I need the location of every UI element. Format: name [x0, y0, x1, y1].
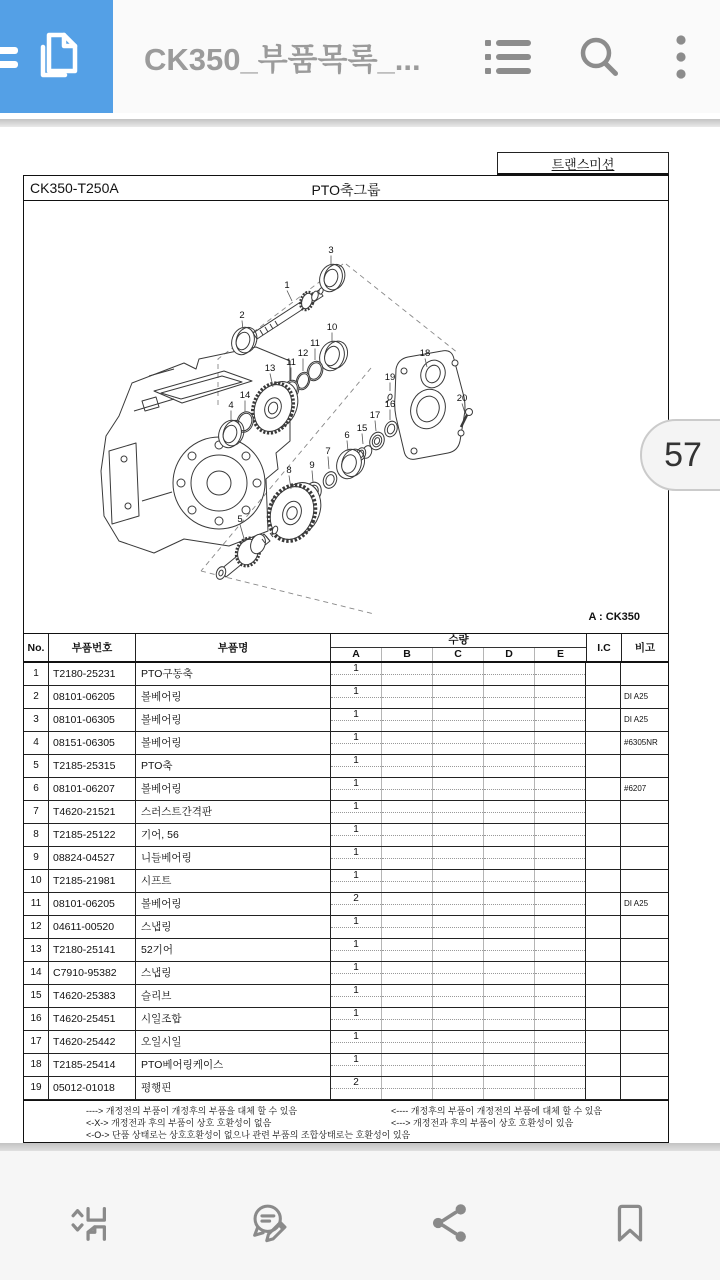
table-row: 17 T4620-25442 오일시일 1	[24, 1031, 668, 1054]
table-row: 6 08101-06207 볼베어링 1 #6207	[24, 778, 668, 801]
group-title: PTO축그룹	[311, 182, 381, 198]
parts-table-body	[24, 663, 668, 1100]
col-remark: 비고	[634, 642, 656, 654]
document-home-button[interactable]	[0, 0, 113, 113]
drawer-menu-icon	[0, 61, 18, 68]
parts-table-header	[24, 633, 668, 663]
table-row: 1 T2180-25231 PTO구동축 1	[24, 663, 668, 686]
table-row: 10 T2185-21981 시프트 1	[24, 870, 668, 893]
exploded-diagram	[24, 201, 668, 633]
table-row: 18 T2185-25414 PTO베어링케이스 1	[24, 1054, 668, 1077]
part-callout-number: 12	[297, 348, 309, 359]
table-row: 2 08101-06205 볼베어링 1 DI A25	[24, 686, 668, 709]
overflow-menu-icon	[676, 35, 686, 79]
table-row: 5 T2185-25315 PTO축 1	[24, 755, 668, 778]
col-part-no: 부품번호	[49, 634, 136, 661]
table-row: 3 08101-06305 볼베어링 1 DI A25	[24, 709, 668, 732]
part-callout-number: 13	[264, 363, 276, 374]
pdf-viewer-canvas[interactable]	[0, 127, 720, 1143]
table-row: 11 08101-06205 볼베어링 2 DI A25	[24, 893, 668, 916]
part-callout-number: 9	[309, 460, 315, 471]
bookmark-icon	[607, 1200, 653, 1246]
part-callout-number: 11	[310, 338, 320, 349]
part-callout-number: 7	[325, 446, 331, 457]
col-qty: 수량	[331, 634, 586, 648]
app-bar	[0, 0, 720, 113]
ball-bearing	[228, 323, 260, 358]
reflow-view-button[interactable]	[0, 1186, 180, 1246]
part-callout-number: 3	[328, 245, 334, 256]
document-pages-icon	[35, 31, 79, 79]
part-callout-number: 11	[286, 357, 296, 368]
part-callout-number: 10	[326, 322, 338, 333]
table-row: 16 T4620-25451 시일조합 1	[24, 1008, 668, 1031]
part-callout-number: 15	[356, 423, 368, 434]
col-part-name: 부품명	[136, 634, 331, 661]
col-qty-e: E	[556, 648, 564, 660]
search-button[interactable]	[577, 36, 621, 78]
col-qty-group	[331, 634, 587, 661]
col-qty-b: B	[382, 648, 433, 661]
outline-list-button[interactable]	[485, 38, 531, 76]
pto-drive-shaft	[253, 287, 324, 339]
overflow-menu-button[interactable]	[676, 35, 686, 79]
title-row	[24, 176, 668, 201]
part-callout-number: 16	[384, 399, 396, 410]
col-ic: I.C	[587, 634, 622, 661]
share-icon	[427, 1200, 473, 1246]
part-callout-number: 19	[384, 372, 396, 383]
pto-shaft	[215, 525, 279, 580]
comment-edit-icon	[247, 1200, 293, 1246]
part-callout-number: 6	[344, 430, 350, 441]
col-qty-a: A	[331, 648, 382, 661]
part-callout-number: 2	[239, 310, 245, 321]
page-jump-bubble[interactable]: 57	[640, 419, 720, 491]
outline-list-icon	[485, 38, 531, 76]
page-frame	[23, 175, 669, 1145]
footnotes	[24, 1100, 668, 1142]
col-qty-c: C	[433, 648, 484, 661]
exploded-diagram-drawing	[24, 201, 667, 633]
reflow-view-icon	[67, 1200, 113, 1246]
part-callout-number: 20	[456, 393, 468, 404]
model-code: CK350-T250A	[30, 180, 119, 196]
col-no: No.	[24, 634, 49, 661]
table-row: 19 05012-01018 평행핀 2	[24, 1077, 668, 1100]
footnote-line: <-O-> 단품 상태로는 상호호환성이 없으나 관련 부품의 조합상태로는 호환성이 있음	[86, 1130, 411, 1140]
table-row: 8 T2185-25122 기어, 56 1	[24, 824, 668, 847]
part-callout-number: 4	[228, 400, 234, 411]
section-tag-box: 트랜스미션	[497, 152, 669, 175]
table-row: 4 08151-06305 볼베어링 1 #6305NR	[24, 732, 668, 755]
table-row: 13 T2180-25141 52기어 1	[24, 939, 668, 962]
table-row: 14 C7910-95382 스냅링 1	[24, 962, 668, 985]
document-title: CK350_부품목록_...	[144, 42, 421, 77]
table-row: 12 04611-00520 스냅링 1	[24, 916, 668, 939]
drawer-menu-icon	[0, 47, 18, 54]
part-callout-number: 18	[419, 348, 431, 359]
table-row: 9 08824-04527 니들베어링 1	[24, 847, 668, 870]
bookmark-button[interactable]	[540, 1186, 720, 1246]
toolbar-shadow	[0, 1143, 720, 1151]
part-callout-number: 5	[237, 514, 243, 525]
qty-subcols	[331, 648, 586, 661]
table-row: 15 T4620-25383 슬리브 1	[24, 985, 668, 1008]
pdf-page	[23, 152, 669, 1162]
search-icon	[577, 36, 621, 78]
bottom-toolbar	[0, 1151, 720, 1280]
table-row: 7 T4620-21521 스러스트간격판 1	[24, 801, 668, 824]
footnote-line: ----> 개정전의 부품이 개정후의 부품을 대체 할 수 있음 <---- 개정후의 부품이 개정전의 부품에 대체 할 수 있음	[86, 1106, 603, 1116]
footnote-line: <-X-> 개정전과 후의 부품이 상호 호환성이 없음 <---> 개정전과 후의 부품이 상호 호환성이 있음	[86, 1118, 574, 1128]
gearbox-housing	[101, 347, 290, 553]
part-callout-number: 1	[284, 280, 290, 291]
pto-bearing-case	[395, 351, 465, 460]
col-qty-d: D	[484, 648, 535, 661]
share-button[interactable]	[360, 1186, 540, 1246]
part-callout-number: 17	[369, 410, 381, 421]
part-callout-number: 14	[239, 390, 251, 401]
applicability-note: A : CK350	[588, 611, 640, 623]
appbar-shadow	[0, 119, 720, 127]
thrust-washer	[321, 470, 339, 490]
annotate-button[interactable]	[180, 1186, 360, 1246]
part-callout-number: 8	[286, 465, 292, 476]
